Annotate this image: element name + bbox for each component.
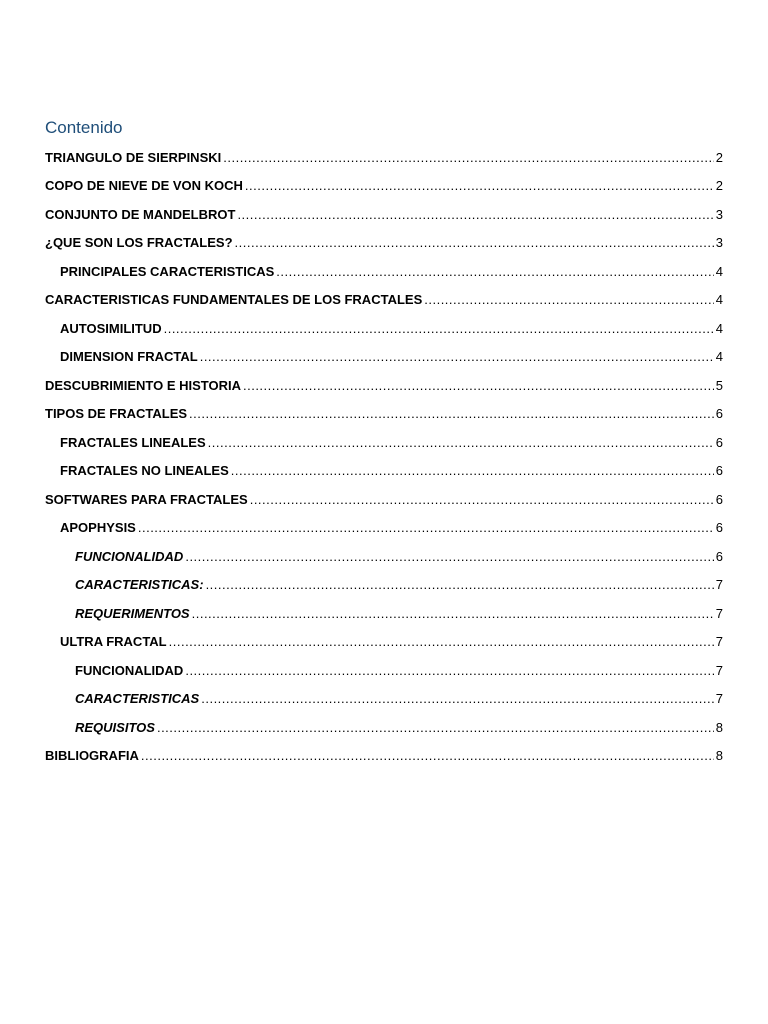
- toc-entry-page-number: 6: [715, 548, 723, 564]
- toc-dot-leader: [206, 578, 714, 591]
- toc-entry-title: CARACTERISTICAS: [75, 691, 200, 707]
- toc-entry[interactable]: [45, 343, 723, 372]
- toc-dot-leader: [231, 464, 714, 477]
- toc-dot-leader: [169, 635, 714, 648]
- toc-entry-page-number: 6: [715, 434, 723, 450]
- toc-dot-leader: [157, 721, 714, 734]
- toc-entry[interactable]: [45, 371, 723, 400]
- toc-entry-page-number: 6: [715, 520, 723, 536]
- toc-entry[interactable]: [45, 685, 723, 714]
- toc-entry-title: TRIANGULO DE SIERPINSKI: [45, 149, 222, 165]
- toc-entry-page-number: 7: [715, 577, 723, 593]
- toc-entry-page-number: 4: [715, 263, 723, 279]
- toc-dot-leader: [235, 236, 714, 249]
- toc-entry-title: ULTRA FRACTAL: [60, 634, 167, 650]
- table-of-contents: [45, 143, 723, 770]
- toc-dot-leader: [201, 692, 714, 705]
- toc-entry-page-number: 4: [715, 320, 723, 336]
- toc-dot-leader: [200, 350, 714, 363]
- toc-entry[interactable]: [45, 314, 723, 343]
- toc-dot-leader: [141, 749, 714, 762]
- toc-dot-leader: [243, 379, 714, 392]
- toc-entry-title: CONJUNTO DE MANDELBROT: [45, 206, 236, 222]
- toc-entry[interactable]: [45, 286, 723, 315]
- toc-dot-leader: [237, 208, 713, 221]
- toc-entry[interactable]: [45, 713, 723, 742]
- toc-entry[interactable]: [45, 542, 723, 571]
- toc-dot-leader: [192, 607, 714, 620]
- toc-heading: Contenido: [45, 118, 123, 137]
- toc-dot-leader: [189, 407, 714, 420]
- toc-entry-title: TIPOS DE FRACTALES: [45, 406, 188, 422]
- toc-entry-page-number: 6: [715, 491, 723, 507]
- toc-entry-title: DESCUBRIMIENTO E HISTORIA: [45, 377, 241, 393]
- toc-entry-title: CARACTERISTICAS FUNDAMENTALES DE LOS FRACTALES: [45, 292, 423, 308]
- toc-dot-leader: [276, 265, 713, 278]
- toc-entry[interactable]: [45, 172, 723, 201]
- toc-entry-title: REQUERIMENTOS: [75, 605, 190, 621]
- toc-entry-page-number: 4: [715, 349, 723, 365]
- toc-entry-title: FRACTALES LINEALES: [60, 434, 206, 450]
- toc-entry-page-number: 2: [715, 178, 723, 194]
- toc-dot-leader: [208, 436, 714, 449]
- toc-entry[interactable]: [45, 200, 723, 229]
- toc-entry[interactable]: [45, 571, 723, 600]
- toc-entry-page-number: 7: [715, 691, 723, 707]
- toc-entry[interactable]: [45, 143, 723, 172]
- toc-dot-leader: [185, 664, 713, 677]
- toc-entry-page-number: 2: [715, 149, 723, 165]
- toc-entry-title: APOPHYSIS: [60, 520, 136, 536]
- toc-entry-title: PRINCIPALES CARACTERISTICAS: [60, 263, 275, 279]
- toc-entry-title: COPO DE NIEVE DE VON KOCH: [45, 178, 243, 194]
- toc-entry-title: CARACTERISTICAS:: [75, 577, 204, 593]
- toc-dot-leader: [424, 293, 714, 306]
- toc-entry-page-number: 7: [715, 605, 723, 621]
- toc-dot-leader: [185, 550, 713, 563]
- toc-entry-page-number: 3: [715, 235, 723, 251]
- toc-entry[interactable]: [45, 229, 723, 258]
- toc-entry-page-number: 8: [715, 719, 723, 735]
- toc-dot-leader: [164, 322, 714, 335]
- toc-entry-title: BIBLIOGRAFIA: [45, 748, 139, 764]
- toc-entry-page-number: 7: [715, 662, 723, 678]
- toc-entry-title: REQUISITOS: [75, 719, 155, 735]
- toc-entry[interactable]: [45, 400, 723, 429]
- toc-entry-page-number: 6: [715, 406, 723, 422]
- toc-entry[interactable]: [45, 656, 723, 685]
- toc-dot-leader: [250, 493, 714, 506]
- toc-entry-title: ¿QUE SON LOS FRACTALES?: [45, 235, 233, 251]
- toc-entry[interactable]: [45, 514, 723, 543]
- toc-entry-title: SOFTWARES PARA FRACTALES: [45, 491, 248, 507]
- toc-dot-leader: [138, 521, 714, 534]
- toc-entry-page-number: 8: [715, 748, 723, 764]
- toc-entry-page-number: 6: [715, 463, 723, 479]
- toc-entry[interactable]: [45, 428, 723, 457]
- toc-entry[interactable]: [45, 628, 723, 657]
- toc-dot-leader: [223, 151, 714, 164]
- toc-entry-page-number: 4: [715, 292, 723, 308]
- toc-entry-title: FRACTALES NO LINEALES: [60, 463, 229, 479]
- toc-entry-page-number: 5: [715, 377, 723, 393]
- toc-entry[interactable]: [45, 742, 723, 771]
- toc-entry[interactable]: [45, 457, 723, 486]
- toc-entry-title: FUNCIONALIDAD: [75, 662, 184, 678]
- toc-entry-title: DIMENSION FRACTAL: [60, 349, 198, 365]
- toc-entry-page-number: 3: [715, 206, 723, 222]
- toc-entry-page-number: 7: [715, 634, 723, 650]
- toc-entry-title: FUNCIONALIDAD: [75, 548, 184, 564]
- toc-entry[interactable]: [45, 257, 723, 286]
- toc-entry[interactable]: [45, 599, 723, 628]
- toc-dot-leader: [245, 179, 714, 192]
- toc-entry-title: AUTOSIMILITUD: [60, 320, 162, 336]
- toc-entry[interactable]: [45, 485, 723, 514]
